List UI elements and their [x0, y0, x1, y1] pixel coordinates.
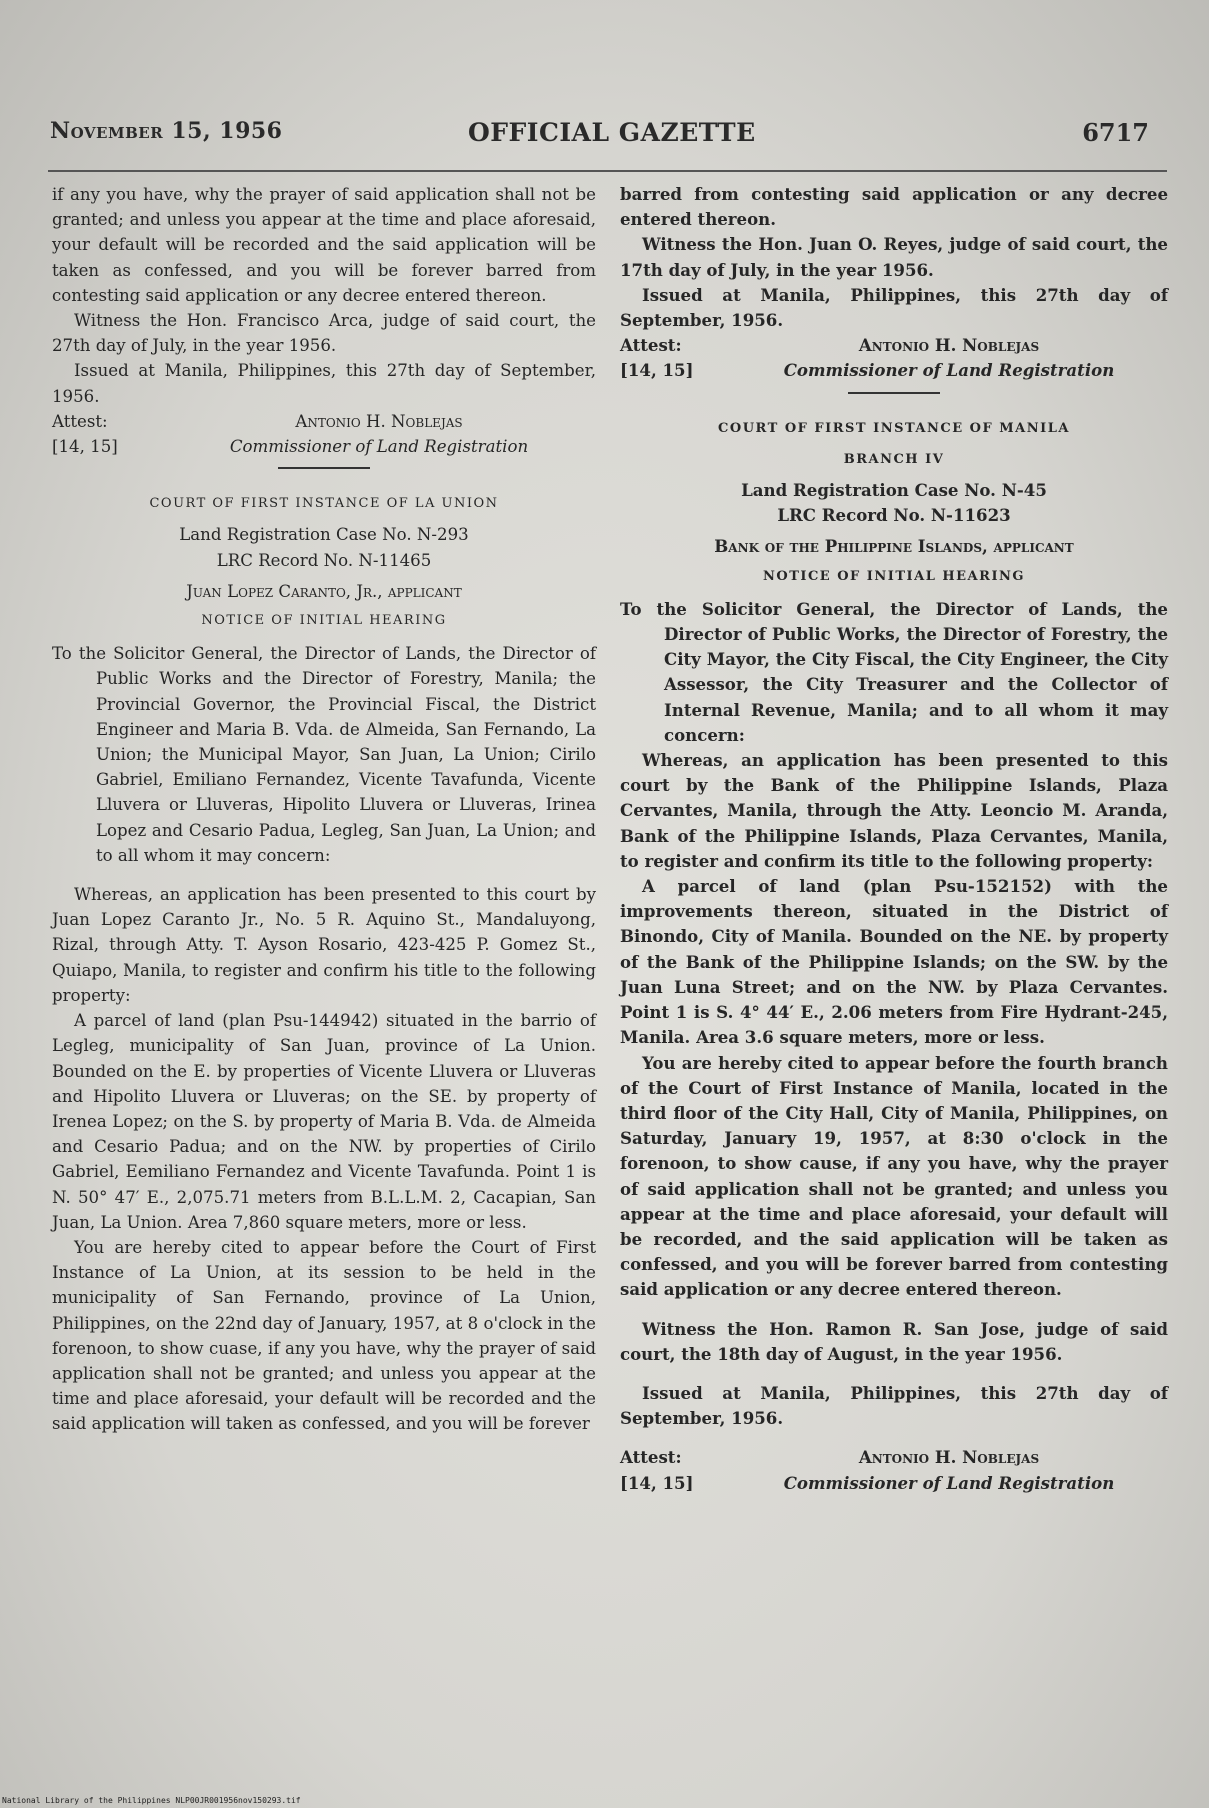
attest-role: Commissioner of Land Registration: [229, 437, 529, 457]
right-witness2-paragraph: Witness the Hon. Ramon R. San Jose, judge of said court, the 18th day of August, in the year 1956.: [620, 1318, 1168, 1364]
publication-title: OFFICIAL GAZETTE: [468, 118, 756, 147]
right-attest-role-line: [620, 358, 1168, 383]
attest-ref: [14, 15]: [620, 360, 694, 381]
left-applicant: Juan Lopez Caranto, Jr., applicant: [186, 581, 462, 601]
issue-date: November 15, 1956: [50, 118, 283, 144]
right-branch-heading: BRANCH IV: [843, 451, 945, 467]
right-attest2-role-line: [620, 1471, 1168, 1496]
left-case-number: Land Registration Case No. N-293: [179, 525, 469, 545]
left-court-heading: COURT OF FIRST INSTANCE OF LA UNION: [149, 496, 499, 512]
right-attest-line: [620, 333, 1168, 358]
attest-name: Antonio H. Noblejas: [295, 411, 463, 431]
left-parcel-paragraph: A parcel of land (plan Psu-144942) situated in the barrio of Legleg, municipality of San Juan, province of La Union. Bounded on the E. by properties of Vicente Lluvera or Lluveras and Hipolito Lluvera or Lluveras; on the SE. by property of Irenea Lopez; on the S. by property of Maria B. Vda. de Almeida and Cesario Padua; and on the NW. by properties of Cirilo Gabriel, Eemiliano Fernandez and Vicente Tavafunda. Point 1 is N. 50° 47′ E., 2,075.71 meters from B.L.L.M. 2, Cacapian, San Juan, La Union. Area 7,860 square meters, more or less.: [52, 1011, 596, 1232]
right-witness-paragraph: Witness the Hon. Juan O. Reyes, judge of said court, the 17th day of July, in the year 1956.: [620, 234, 1168, 280]
left-notice-heading: NOTICE OF INITIAL HEARING: [201, 613, 447, 629]
attest-name: Antonio H. Noblejas: [858, 1447, 1040, 1468]
right-applicant: Bank of the Philippine Islands, applicant: [714, 536, 1074, 557]
right-addressees: To the Solicitor General, the Director of Lands, the Director of Public Works, the Director of Forestry, the City Mayor, the City Fiscal, the City Engineer, the City Assessor, the City Treasurer and the Collector of Internal Revenue, Manila; and to all whom it may concern:: [620, 598, 1168, 745]
left-record-number: LRC Record No. N-11465: [216, 550, 432, 570]
attest-role: Commissioner of Land Registration: [783, 1472, 1115, 1493]
right-column: [620, 182, 1168, 1496]
right-attest2-line: [620, 1445, 1168, 1470]
left-issued-paragraph: Issued at Manila, Philippines, this 27th day of September, 1956.: [52, 361, 596, 406]
left-whereas-paragraph: Whereas, an application has been presented to this court by Juan Lopez Caranto Jr., No. 5 R. Aquino St., Mandaluyong, Rizal, through Atty. T. Ayson Rosario, 423-425 P. Gomez St., Quiapo, Manila, to register and confirm his title to the following property:: [52, 885, 596, 1005]
left-addressees: To the Solicitor General, the Director of Lands, the Director of Public Works and the Director of Forestry, Manila; the Provincial Governor, the Provincial Fiscal, the District Engineer and Maria B. Vda. de Almeida, San Fernando, La Union; the Municipal Mayor, San Juan, La Union; Cirilo Gabriel, Emiliano Fernandez, Vicente Tavafunda, Vicente Lluvera or Lluveras, Hipolito Lluvera or Lluveras, Irinea Lopez and Cesario Padua, Legleg, San Juan, La Union; and to all whom it may concern:: [52, 644, 596, 865]
scan-source-footer: National Library of the Philippines NLP00JR001956nov150293.tif: [2, 1796, 301, 1805]
right-whereas-paragraph: Whereas, an application has been presented to this court by the Bank of the Philippine Islands, Plaza Cervantes, Manila, through the Atty. Leoncio M. Aranda, Bank of the Philippine Islands, Plaza Cervantes, Manila, to register and confirm its title to the following property:: [620, 750, 1168, 871]
attest-ref: [14, 15]: [52, 437, 118, 457]
right-case-number: Land Registration Case No. N-45: [741, 480, 1047, 501]
left-witness-paragraph: Witness the Hon. Francisco Arca, judge of said court, the 27th day of July, in the year 1956.: [52, 311, 596, 356]
left-attest-line: [52, 409, 596, 434]
section-divider: [848, 392, 940, 394]
attest-label: Attest:: [620, 1447, 682, 1468]
section-divider: [278, 467, 370, 469]
right-court-heading: COURT OF FIRST INSTANCE OF MANILA: [718, 420, 1070, 436]
left-column: [52, 182, 596, 1437]
left-continuation-paragraph: if any you have, why the prayer of said application shall not be granted; and unless you appear at the time and place aforesaid, your default will be recorded and the said application will be taken as confessed, and you will be forever barred from contesting said application or any decree entered thereon.: [52, 185, 596, 305]
attest-role: Commissioner of Land Registration: [783, 360, 1115, 381]
left-cited-paragraph: You are hereby cited to appear before the Court of First Instance of La Union, at its session to be held in the municipality of San Fernando, province of La Union, Philippines, on the 22nd day of January, 1957, at 8 o'clock in the forenoon, to show cuase, if any you have, why the prayer of said application shall not be granted; and unless you appear at the time and place aforesaid, your default will be recorded and the said application will taken as confessed, and you will be forever: [52, 1237, 596, 1434]
right-continuation-paragraph: barred from contesting said application or any decree entered thereon.: [620, 184, 1168, 230]
right-cited-paragraph: You are hereby cited to appear before the fourth branch of the Court of First Instance of Manila, located in the third floor of the City Hall, City of Manila, Philippines, on Saturday, January 19, 1957, at 8:30 o'clock in the forenoon, to show cause, if any you have, why the prayer of said application shall not be granted; and unless you appear at the time and place aforesaid, your default will be recorded, and the said application will be taken as confessed, and you will be forever barred from contesting said application or any decree entered thereon.: [620, 1052, 1168, 1300]
right-parcel-paragraph: A parcel of land (plan Psu-152152) with the improvements thereon, situated in the District of Binondo, City of Manila. Bounded on the NE. by property of the Bank of the Philippine Islands; on the SW. by the Juan Luna Street; and on the NW. by Plaza Cervantes. Point 1 is S. 4° 44′ E., 2.06 meters from Fire Hydrant-245, Manila. Area 3.6 square meters, more or less.: [620, 876, 1168, 1048]
attest-ref: [14, 15]: [620, 1472, 694, 1493]
page-number: 6717: [1082, 118, 1149, 147]
right-record-number: LRC Record No. N-11623: [777, 505, 1011, 526]
right-issued-paragraph: Issued at Manila, Philippines, this 27th day of September, 1956.: [620, 284, 1168, 331]
right-issued2-paragraph: Issued at Manila, Philippines, this 27th day of September, 1956.: [620, 1382, 1168, 1429]
attest-label: Attest:: [620, 335, 682, 356]
header-rule: [48, 170, 1167, 172]
attest-label: Attest:: [52, 411, 108, 431]
right-notice-heading: NOTICE OF INITIAL HEARING: [762, 568, 1026, 584]
attest-name: Antonio H. Noblejas: [858, 335, 1040, 356]
left-attest-role-line: [52, 434, 596, 459]
